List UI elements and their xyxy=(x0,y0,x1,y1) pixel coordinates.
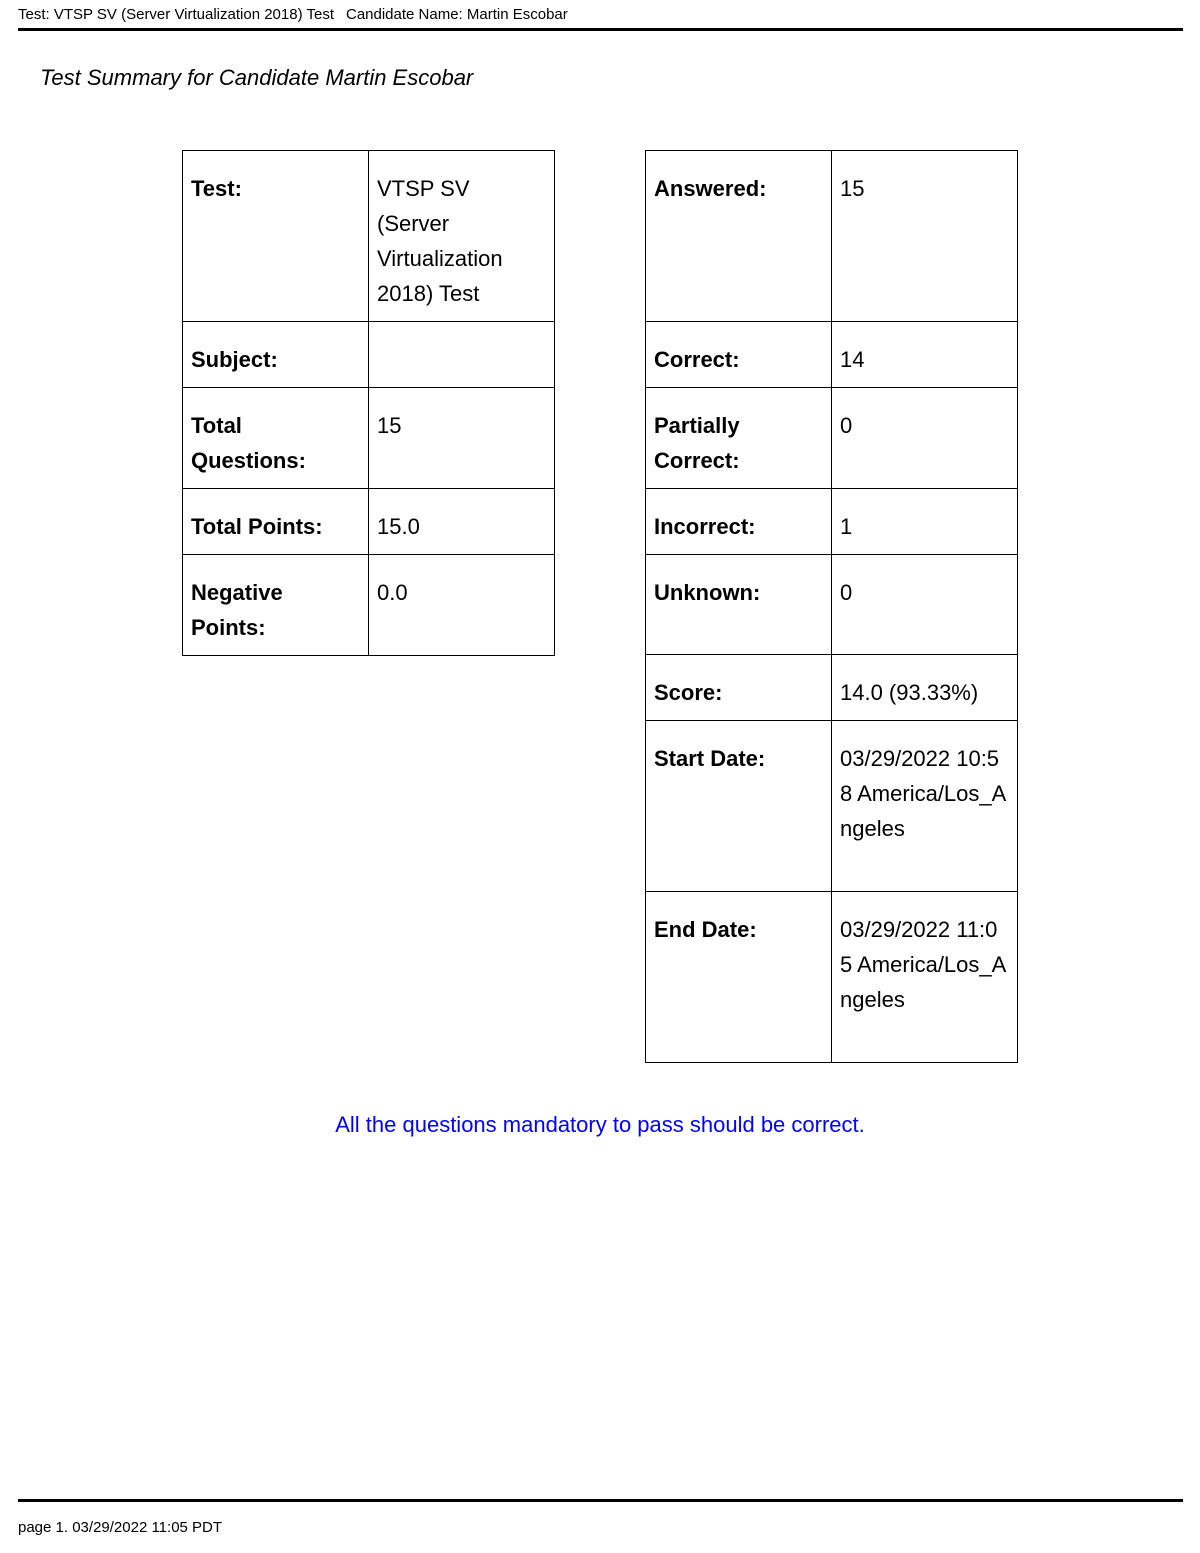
summary-title: Test Summary for Candidate Martin Escobar xyxy=(40,65,474,90)
subject-label: Subject: xyxy=(183,322,369,388)
table-row xyxy=(646,892,1018,1063)
pass-requirement-notice: All the questions mandatory to pass should be correct. xyxy=(335,1112,865,1137)
results-table xyxy=(645,150,1018,1063)
correct-value: 14 xyxy=(832,322,1018,388)
table-row xyxy=(183,555,555,656)
total-points-label: Total Points: xyxy=(183,489,369,555)
end-date-value: 03/29/2022 11:05 America/Los_Angeles xyxy=(832,892,1018,1063)
total-points-value: 15.0 xyxy=(369,489,555,555)
score-label: Score: xyxy=(646,655,832,721)
table-row xyxy=(646,655,1018,721)
table-row xyxy=(646,721,1018,892)
partially-correct-label: Partially Correct: xyxy=(646,388,832,489)
table-row xyxy=(646,489,1018,555)
answered-label: Answered: xyxy=(646,151,832,322)
negative-points-value: 0.0 xyxy=(369,555,555,656)
start-date-value: 03/29/2022 10:58 America/Los_Angeles xyxy=(832,721,1018,892)
total-questions-value: 15 xyxy=(369,388,555,489)
score-value: 14.0 (93.33%) xyxy=(832,655,1018,721)
table-row xyxy=(183,322,555,388)
unknown-value: 0 xyxy=(832,555,1018,655)
table-row xyxy=(646,151,1018,322)
partially-correct-value: 0 xyxy=(832,388,1018,489)
end-date-label: End Date: xyxy=(646,892,832,1063)
table-row xyxy=(183,151,555,322)
unknown-label: Unknown: xyxy=(646,555,832,655)
incorrect-value: 1 xyxy=(832,489,1018,555)
test-label: Test: xyxy=(183,151,369,322)
table-row xyxy=(646,555,1018,655)
footer-divider xyxy=(18,1499,1183,1502)
table-row xyxy=(646,388,1018,489)
page-footer: page 1. 03/29/2022 11:05 PDT xyxy=(18,1519,223,1536)
table-row xyxy=(183,388,555,489)
test-value: VTSP SV (Server Virtualization 2018) Test xyxy=(369,151,555,322)
correct-label: Correct: xyxy=(646,322,832,388)
header-candidate-name: Candidate Name: Martin Escobar xyxy=(345,6,568,23)
total-questions-label: Total Questions: xyxy=(183,388,369,489)
test-info-table xyxy=(182,150,555,656)
header-divider xyxy=(18,28,1183,31)
answered-value: 15 xyxy=(832,151,1018,322)
table-row xyxy=(646,322,1018,388)
incorrect-label: Incorrect: xyxy=(646,489,832,555)
table-row xyxy=(183,489,555,555)
page-header xyxy=(18,5,568,25)
subject-value xyxy=(369,322,555,388)
negative-points-label: Negative Points: xyxy=(183,555,369,656)
start-date-label: Start Date: xyxy=(646,721,832,892)
header-test-name: Test: VTSP SV (Server Virtualization 2018) Test xyxy=(18,6,334,23)
